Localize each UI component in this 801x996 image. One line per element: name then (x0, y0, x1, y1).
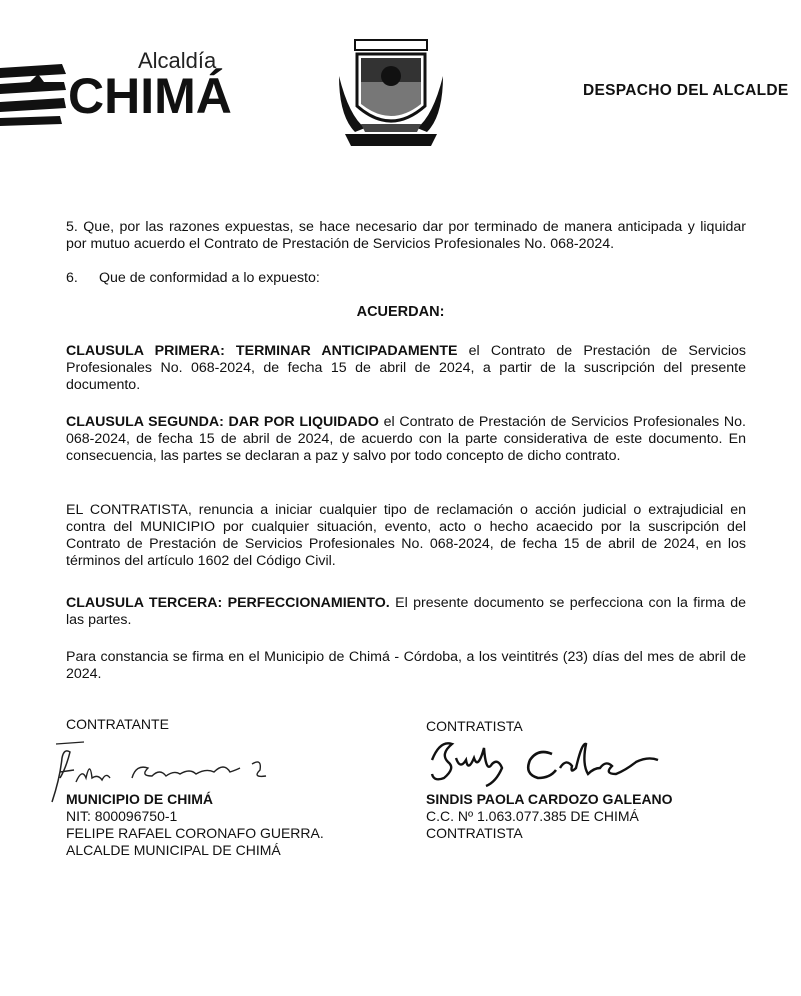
office-title: DESPACHO DEL ALCALDE (583, 82, 789, 99)
item-5-paragraph: 5. Que, por las razones expuestas, se hace necesario dar por terminado de manera anticipada y liquidar por mutuo acuerdo el Contrato de Prestación de Servicios Profesionales No. 068-2024. (66, 219, 746, 252)
agreement-title: ACUERDAN: (356, 304, 445, 320)
contractor-waiver-paragraph: EL CONTRATISTA, renuncia a iniciar cualquier tipo de reclamación o acción judicial o extrajudicial en contra del MUNICIPIO por cualquier situación, evento, acto o hecho acaecido por la suscripción del Contrato de Prestación de Servicios Profesionales No. 068-2024, de fecha 15 de abril de 2024, en los términos del artículo 1602 del Código Civil. (66, 502, 746, 569)
clause-1-text: el Contrato de Prestación de Servicios Profesionales No. 068-2024, de fecha 15 de abril de 2024, a partir de la suscripción del presente documento. (66, 343, 746, 393)
flag-stripes-icon (0, 60, 70, 132)
contratista-title: CONTRATISTA (426, 825, 523, 841)
contratante-entity: MUNICIPIO DE CHIMÁ (66, 791, 213, 807)
contratista-id: C.C. Nº 1.063.077.385 DE CHIMÁ (426, 808, 639, 824)
clause-2-paragraph (66, 414, 746, 465)
clause-2-heading: CLAUSULA SEGUNDA: DAR POR LIQUIDADO (66, 414, 379, 430)
closing-paragraph: Para constancia se firma en el Municipio de Chimá - Córdoba, a los veintitrés (23) días del mes de abril de 2024. (66, 649, 746, 682)
clause-3-heading: CLAUSULA TERCERA: PERFECCIONAMIENTO. (66, 595, 390, 611)
item-6-text: Que de conformidad a lo expuesto: (99, 270, 320, 286)
logo-alcaldia-text: Alcaldía (138, 48, 217, 73)
contratista-label: CONTRATISTA (426, 718, 523, 734)
clause-3-paragraph (66, 595, 746, 629)
clause-3-text: El presente documento se perfecciona con la firma de las partes. (66, 595, 746, 628)
clause-1-paragraph (66, 343, 746, 394)
contratante-name: FELIPE RAFAEL CORONAFO GUERRA. (66, 825, 324, 841)
clause-1-heading: CLAUSULA PRIMERA: TERMINAR ANTICIPADAMENTE (66, 343, 458, 359)
contratante-label: CONTRATANTE (66, 716, 169, 732)
coat-of-arms-icon (335, 36, 447, 154)
contratista-name: SINDIS PAOLA CARDOZO GALEANO (426, 791, 673, 807)
handwritten-signature-right (426, 734, 666, 792)
logo-chima-text: CHIMÁ (68, 68, 232, 124)
item-6-number: 6. (66, 270, 78, 286)
contratante-title: ALCALDE MUNICIPAL DE CHIMÁ (66, 842, 281, 858)
clause-2-text: el Contrato de Prestación de Servicios Profesionales No. 068-2024, de fecha 15 de abril de 2024, de acuerdo con la parte considerativa de este documento. En consecuencia, las partes se declaran a paz y salvo por todo concepto de dicho contrato. (66, 414, 746, 464)
contratante-nit: NIT: 800096750-1 (66, 808, 178, 824)
